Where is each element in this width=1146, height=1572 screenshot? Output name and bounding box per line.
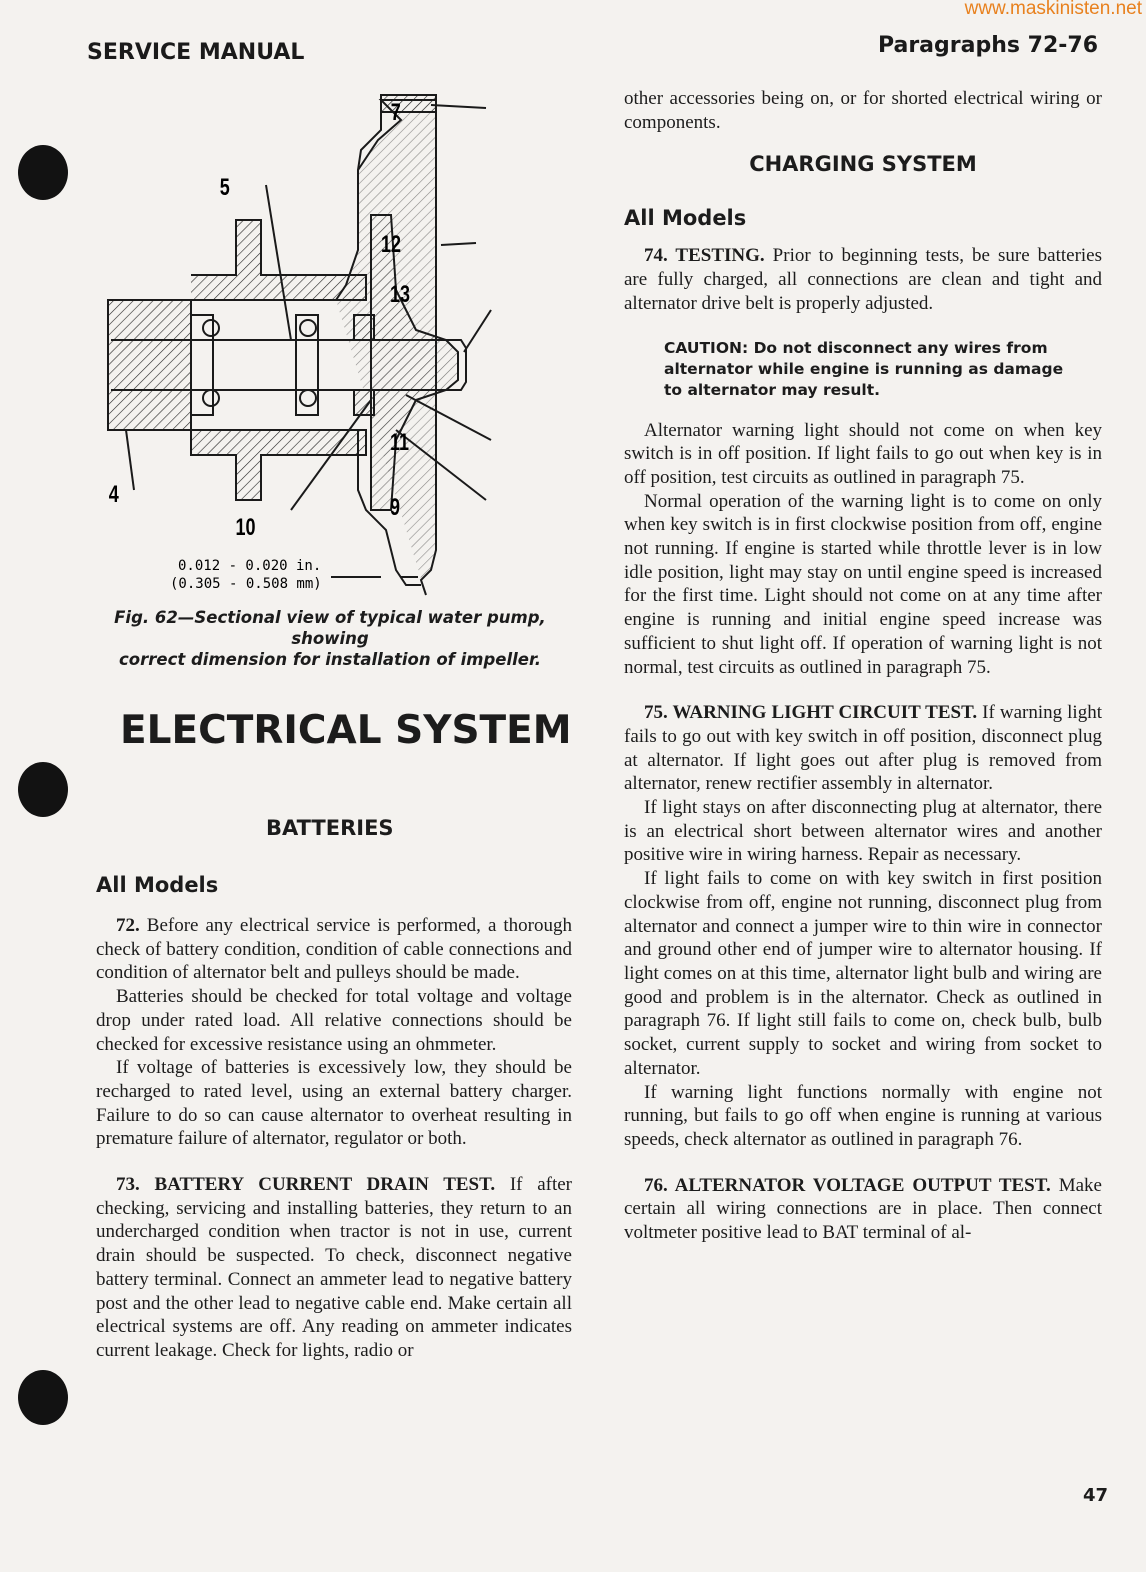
paragraph-75 [624, 701, 1102, 796]
paragraph-74-warning-light: Alternator warning light should not come on when key switch is in off position. If light fails to go out when key is in off position, test circuits as outlined in paragraph 75. [624, 419, 1102, 488]
left-column-text [96, 914, 572, 1363]
paragraph-74 [624, 244, 1102, 315]
figure-caption-line-2: correct dimension for installation of impeller. [118, 650, 541, 669]
batteries-heading: BATTERIES [266, 816, 394, 840]
paragraph-74-heading: 74. TESTING. [644, 245, 765, 267]
paragraph-72-text: Before any electrical service is performed, a thorough check of battery condition, condition of cable connections and condition of alternator belt and pulleys should be made. [96, 915, 572, 984]
running-header-right: Paragraphs 72-76 [877, 33, 1098, 58]
section-title: ELECTRICAL SYSTEM [120, 708, 572, 753]
callout-11: 11 [390, 429, 410, 456]
caution-note: CAUTION: Do not disconnect any wires from alternator while engine is running as damage to alternator may result. [664, 338, 1064, 399]
callout-13: 13 [390, 281, 411, 308]
paragraph-72-number: 72. [116, 915, 140, 936]
paragraph-75-heading: 75. WARNING LIGHT CIRCUIT TEST. [644, 702, 978, 724]
running-header-left: SERVICE MANUAL [87, 40, 305, 65]
callout-10: 10 [235, 514, 256, 541]
paragraph-75-jumper: If light fails to come on with key switch in first position clockwise from off, engine not running, disconnect plug from alternator and connect a jumper wire to thin wire in connector and ground other end of jumper wire to alternator housing. If light comes on at this time, alternator light bulb and wiring are good and problem is in the alternator. Check as outlined in paragraph 76. If light still fails to come on, check bulb, bulb socket, current supply to socket and wiring from socket to alternator. [624, 868, 1102, 1079]
paragraph-continued: other accessories being on, or for shorted electrical wiring or components. [624, 88, 1102, 133]
figure-caption-line-1: Fig. 62—Sectional view of typical water pump, showing [114, 608, 546, 648]
paragraph-73-heading: 73. BATTERY CURRENT DRAIN TEST. [116, 1174, 496, 1196]
paragraph-73 [96, 1173, 572, 1363]
callout-12: 12 [381, 231, 402, 258]
paragraph-73-text: If after checking, servicing and installing batteries, they return to an undercharged condition when tractor is not in use, current drain should be suspected. To check, disconnect negative battery terminal. Connect an ammeter lead to negative battery post and the other lead to negative cable end. Make certain all electrical systems are off. Any reading on ammeter indicates current leakage. Check for lights, radio or [96, 1174, 573, 1361]
binder-hole-middle [18, 762, 68, 817]
left-models-heading: All Models [96, 873, 219, 897]
paragraph-74-normal-operation: Normal operation of the warning light is to come on only when key switch is in first clockwise position from off, engine not running. If engine is started while throttle lever is in low idle position, light may stay on until engine speed is increased for the first time. Light should not come on at any time after engine is running and initial engine speed increase was sufficient to shut light off. If operation of warning light is not normal, test circuits as outlined in paragraph 75. [624, 490, 1102, 678]
paragraph-75-running: If warning light functions normally with engine not running, but fails to go off when engine is running at various speeds, check alternator as outlined in paragraph 76. [624, 1081, 1102, 1150]
paragraph-75-text: If warning light fails to go out with key switch in off position, disconnect plug at alternator. If light goes out after plug is removed from alternator, renew rectifier assembly in alternator. [624, 702, 1102, 795]
callout-9: 9 [390, 494, 401, 521]
callout-4: 4 [108, 481, 119, 508]
watermark: www.maskinisten.net [964, 0, 1142, 19]
paragraph-76 [624, 1174, 1102, 1245]
water-pump-diagram [96, 90, 576, 600]
paragraph-76-text: Make certain all wiring connections are in place. Then connect voltmeter positive lead to BAT terminal of al- [624, 1174, 1102, 1244]
figure-caption [90, 607, 570, 670]
callout-7: 7 [390, 99, 401, 126]
binder-hole-top [18, 145, 68, 200]
paragraph-72-batteries: Batteries should be checked for total voltage and voltage drop under rated load. All relative connections should be checked for excessive resistance using an ohmmeter. [96, 986, 572, 1055]
paragraph-76-heading: 76. ALTERNATOR VOLTAGE OUTPUT TEST. [644, 1174, 1051, 1196]
dimension-mm: (0.305 - 0.508 mm) [170, 576, 322, 592]
right-column-text [624, 87, 1102, 1245]
dimension-inches: 0.012 - 0.020 in. [178, 558, 322, 574]
page-number: 47 [1082, 1485, 1108, 1506]
paragraph-74-text: Prior to beginning tests, be sure batteries are fully charged, all connections are clean and tight and alternator drive belt is properly adjusted. [624, 245, 1102, 314]
paragraph-75-short: If light stays on after disconnecting plug at alternator, there is an electrical short between alternator wires and another positive wire in wiring harness. Repair as necessary. [624, 797, 1102, 866]
charging-system-heading: CHARGING SYSTEM [749, 152, 977, 177]
paragraph-72-voltage: If voltage of batteries is excessively low, they should be recharged to rated level, using an external battery charger. Failure to do so can cause alternator to overheat resulting in premature failure of alternator, regulator or both. [96, 1057, 572, 1150]
callout-5: 5 [219, 174, 230, 201]
binder-hole-bottom [18, 1370, 68, 1425]
paragraph-72 [96, 914, 572, 985]
right-models-heading: All Models [624, 206, 747, 231]
